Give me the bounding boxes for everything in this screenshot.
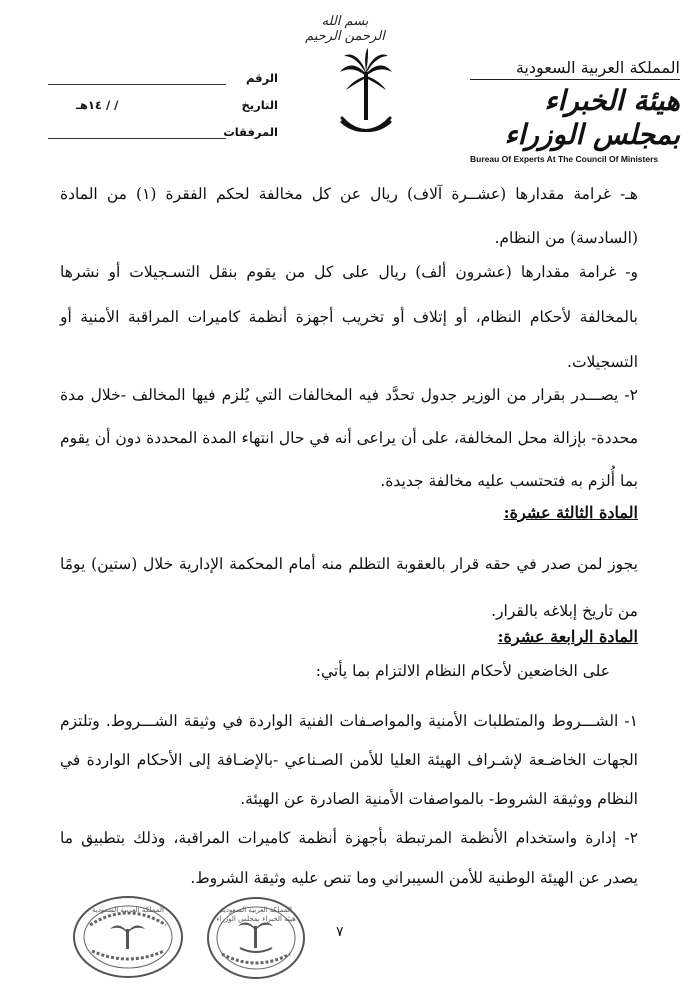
attachments-line [48,124,226,139]
page-number: ٧ [336,924,344,940]
article-13-heading-text: المادة الثالثة عشرة: [503,503,638,522]
bureau-name-english: Bureau Of Experts At The Council Of Ministers [470,154,659,164]
kingdom-name: المملكة العربية السعودية [470,58,680,80]
number-line [48,70,226,85]
article-13-text: يجوز لمن صدر في حقه قرار بالعقوبة التظلم منه أمام المحكمة الإدارية خلال (ستين) يومًا من تاريخ إبلاغه بالقرار. [60,555,638,620]
article-14-intro: على الخاضعين لأحكام النظام الالتزام بما يأتي: [315,662,610,680]
organization-letterhead [470,58,680,164]
attachments-row [28,112,278,139]
date-label: التاريخ [241,98,278,112]
article-14-item-1: ١- الشـــروط والمتطلبات الأمنية والمواصـفات الفنية الواردة في وثيقة الشـــروط. وتلتزم الجهات الخاضـعة لإشـراف الهيئة العليا للأمن الصـناعي -بالإضـافة إلى الأحكام الواردة في النظام ووثيقة الشروط- بالمواصفات الأمنية الصادرة عن الهيئة. [60,712,638,808]
date-value: / / ١٤هـ [76,98,119,112]
number-row [28,58,278,85]
palm-swords-emblem-icon [338,48,394,140]
paragraph-2: ٢- يصـــدر بقرار من الوزير جدول تحدَّد فيه المخالفات التي يُلزم فيها المخالف -خلال مدة محددة- بإزالة محل المخالفة، على أن يراعى أنه في حال انتهاء المدة المحددة دون أن يقوم بما أُلزم به فتحتسب عليه مخالفة جديدة. [60,386,638,490]
article-14-heading-text: المادة الرابعة عشرة: [497,627,638,646]
reference-fields [28,58,278,139]
basmala: بسم الله الرحمن الرحيم [305,14,385,44]
paragraph-ha: هـ- غرامة مقدارها (عشــرة آلاف) ريال عن كل مخالفة لحكم الفقرة (١) من المادة (السادسة) من النظام. [60,185,638,247]
paragraph-waw: و- غرامة مقدارها (عشرون ألف) ريال على كل من يقوم بنقل التسـجيلات أو نشرها بالمخالفة لأحكام النظام، أو إتلاف أو تخريب أجهزة أنظمة كاميرات المراقبة الأمنية أو التسجيلات. [60,263,638,371]
bureau-name-arabic: هيئة الخبراء بمجلس الوزراء [504,84,680,151]
attachments-label: المرفقات [223,125,278,139]
stamp-right-text: المملكة العربية السعودية هيئة الخبراء بمجلس الوزراء [216,906,296,923]
stamp-left-text: المملكة العربية السعودية [92,906,164,914]
article-13-heading [60,502,638,524]
number-label: الرقم [246,71,278,85]
article-14-heading [60,626,638,648]
date-row [28,85,278,112]
article-14-item-2: ٢- إدارة واستخدام الأنظمة المرتبطة بأجهزة أنظمة كاميرات المراقبة، وذلك بتطبيق ما يصدر عن الهيئة الوطنية للأمن السيبراني وما تنص عليه وثيقة الشروط. [60,829,638,887]
